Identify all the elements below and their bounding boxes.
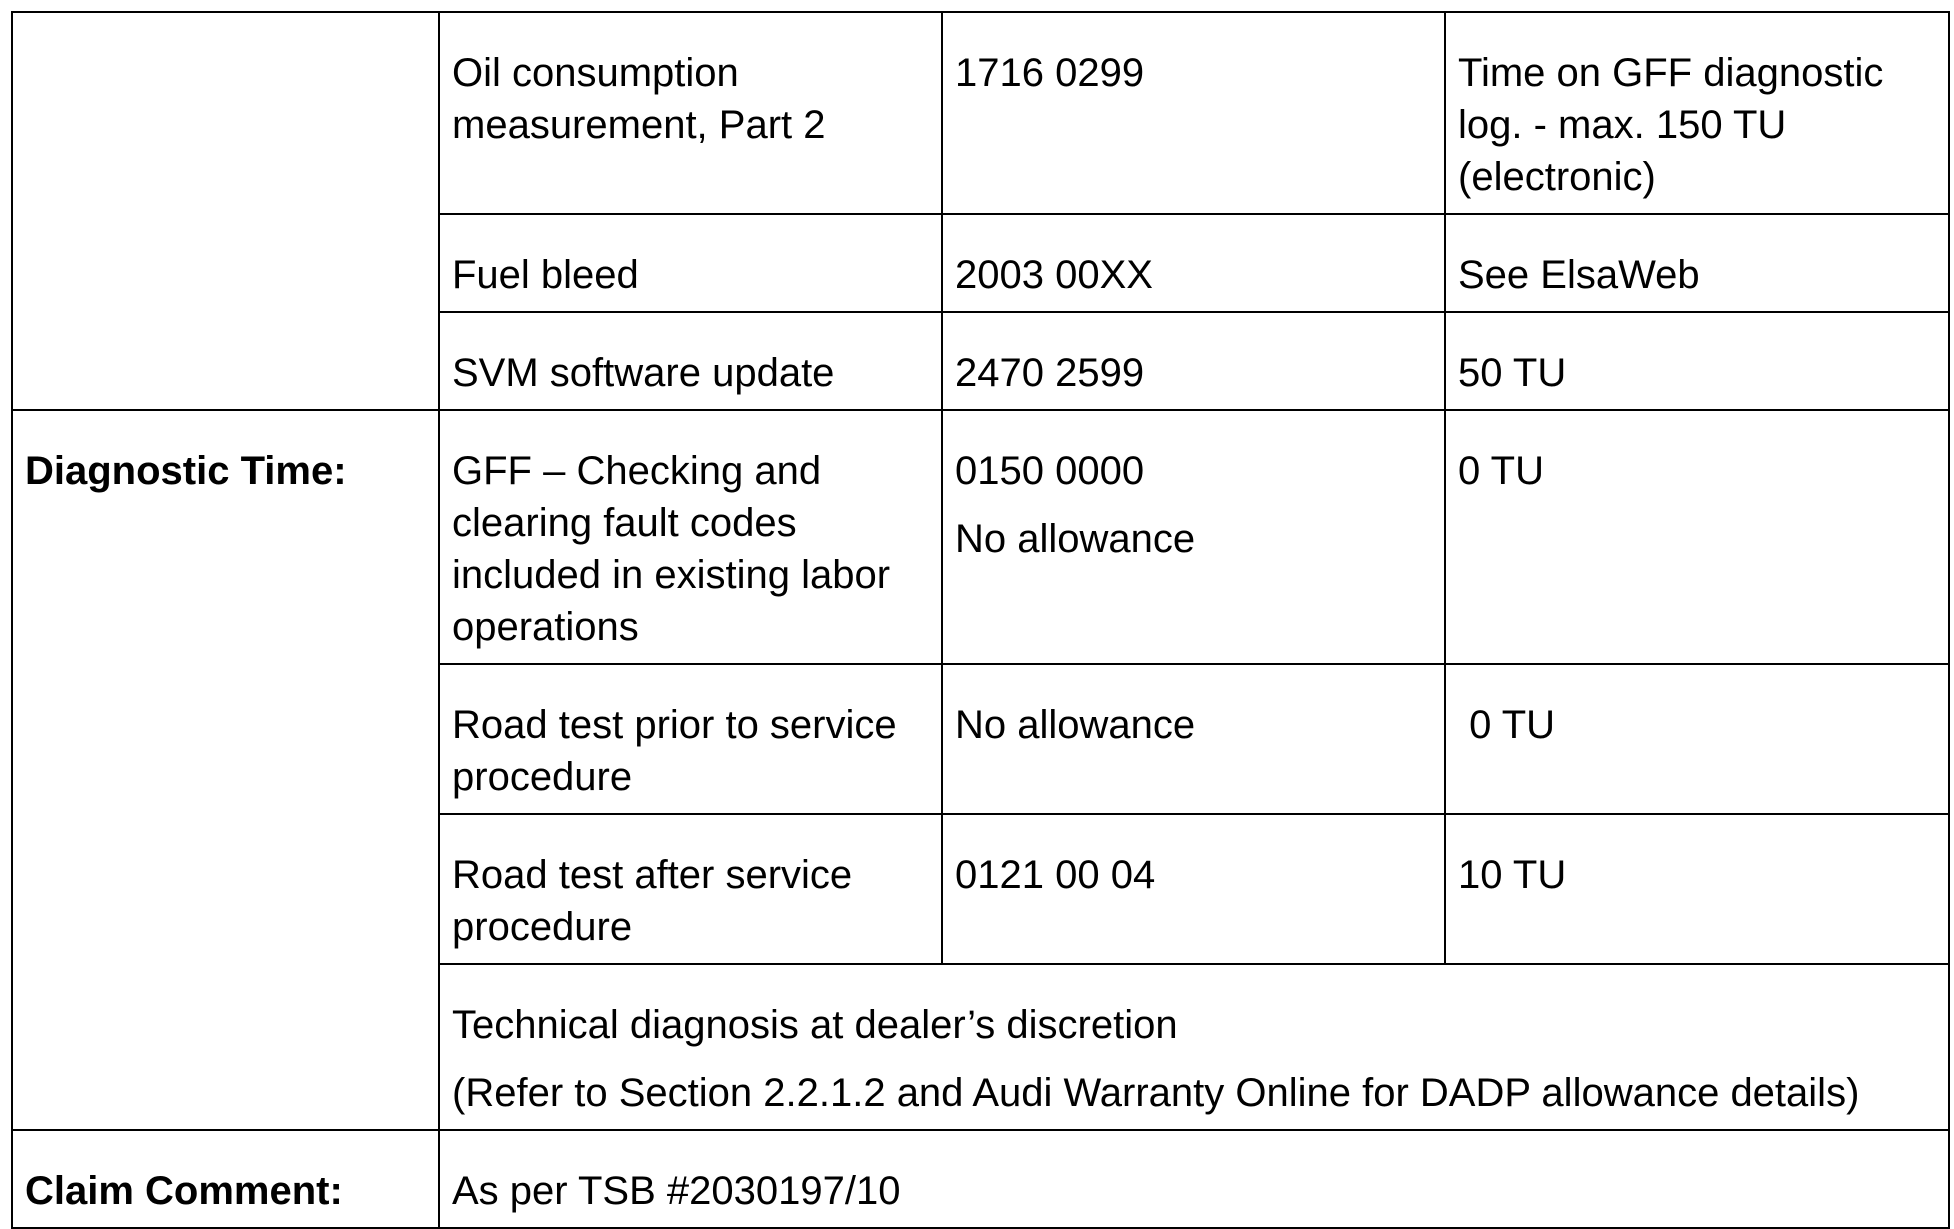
- time-text: 0 TU: [1458, 449, 1544, 493]
- time-text: 50 TU: [1458, 351, 1567, 395]
- table-row: [12, 1130, 1949, 1228]
- operation-text: SVM software update: [452, 351, 835, 395]
- operation-cell: [439, 12, 942, 214]
- operation-text: included in existing labor: [452, 553, 891, 597]
- labor-code-cell: [942, 312, 1445, 410]
- operation-text: procedure: [452, 905, 633, 949]
- operation-text: Fuel bleed: [452, 253, 639, 297]
- labor-code-text: 0150 0000: [955, 449, 1145, 493]
- time-text: See ElsaWeb: [1458, 253, 1700, 297]
- labor-code-cell: [942, 12, 1445, 214]
- claim-comment-text: As per TSB #2030197/10: [452, 1169, 901, 1213]
- diagnosis-note-reference: (Refer to Section 2.2.1.2 and Audi Warranty Online for DADP allowance details): [452, 1071, 1860, 1115]
- section-label-text: Diagnostic Time:: [25, 449, 347, 493]
- labor-code-text: 2470 2599: [955, 351, 1145, 395]
- diagnosis-note-text: Technical diagnosis at dealer’s discretion: [452, 1003, 1178, 1047]
- time-cell: [1445, 814, 1949, 964]
- operation-text: procedure: [452, 755, 633, 799]
- time-cell: [1445, 410, 1949, 664]
- operation-text: GFF – Checking and: [452, 449, 822, 493]
- operation-cell: [439, 312, 942, 410]
- time-cell: [1445, 214, 1949, 312]
- labor-code-text: No allowance: [955, 703, 1196, 747]
- operation-text: Road test after service: [452, 853, 853, 897]
- table-row: [12, 410, 1949, 664]
- time-cell: [1445, 664, 1949, 814]
- labor-code-text: 2003 00XX: [955, 253, 1153, 297]
- claim-comment-cell: [439, 1130, 1949, 1228]
- operation-cell: [439, 664, 942, 814]
- section-label-diagnostic-time: [12, 410, 439, 1130]
- labor-code-note: No allowance: [955, 517, 1196, 561]
- labor-code-cell: [942, 410, 1445, 664]
- section-label-claim-comment: [12, 1130, 439, 1228]
- table-row: [12, 12, 1949, 214]
- section-label-empty: [12, 12, 439, 410]
- labor-code-cell: [942, 214, 1445, 312]
- operation-text: operations: [452, 605, 639, 649]
- operation-cell: [439, 814, 942, 964]
- time-text: 0 TU: [1458, 703, 1556, 747]
- labor-code-cell: [942, 664, 1445, 814]
- labor-code-text: 1716 0299: [955, 51, 1145, 95]
- operation-text: Oil consumption: [452, 51, 739, 95]
- operation-text: measurement, Part 2: [452, 103, 826, 147]
- time-text: Time on GFF diagnostic: [1458, 51, 1884, 95]
- time-text: 10 TU: [1458, 853, 1567, 897]
- operation-text: clearing fault codes: [452, 501, 797, 545]
- operation-text: Road test prior to service: [452, 703, 897, 747]
- time-cell: [1445, 312, 1949, 410]
- time-cell: [1445, 12, 1949, 214]
- time-text: log. - max. 150 TU: [1458, 103, 1787, 147]
- labor-operations-table: [11, 11, 1950, 1229]
- operation-cell: [439, 410, 942, 664]
- operation-cell: [439, 214, 942, 312]
- time-text: (electronic): [1458, 155, 1656, 199]
- labor-code-text: 0121 00 04: [955, 853, 1156, 897]
- section-label-text: Claim Comment:: [25, 1169, 343, 1213]
- diagnosis-note-cell: [439, 964, 1949, 1130]
- labor-code-cell: [942, 814, 1445, 964]
